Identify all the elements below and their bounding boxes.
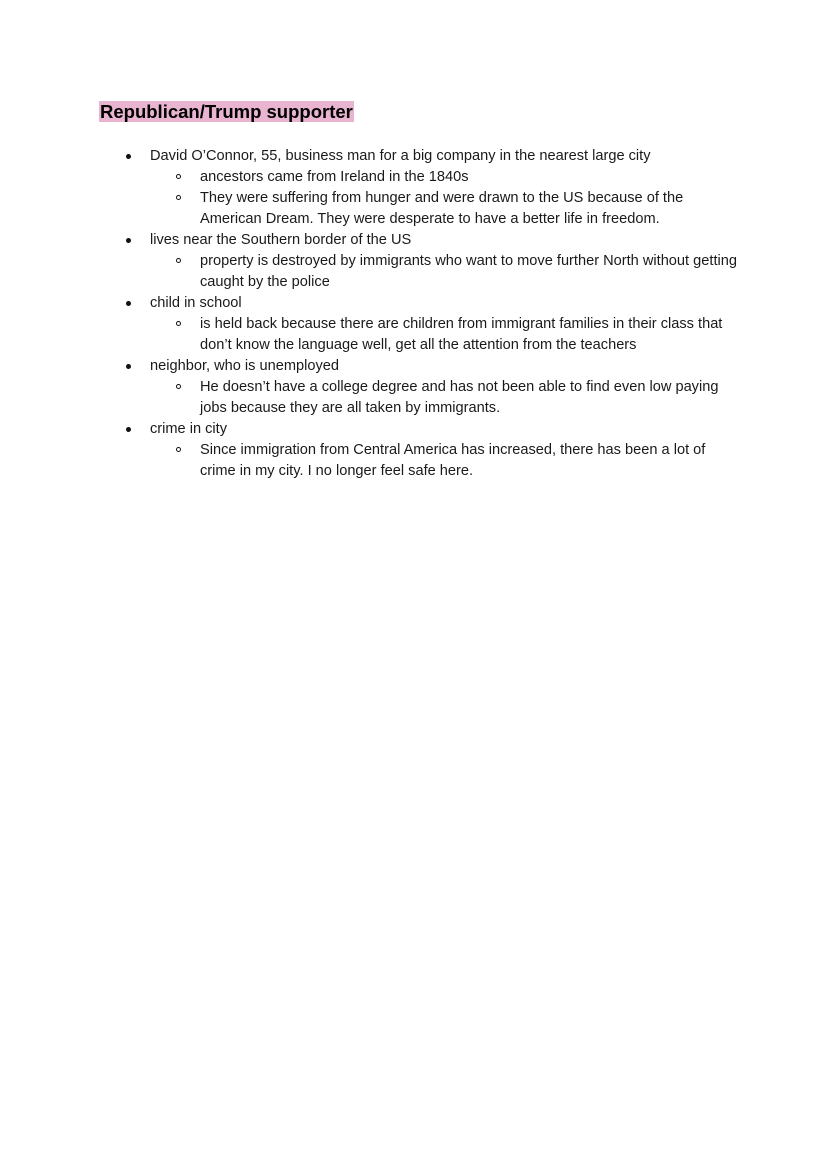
sub-list-item bbox=[150, 377, 728, 419]
sub-list-item bbox=[150, 188, 728, 230]
list-item bbox=[0, 419, 828, 482]
bullet-list bbox=[0, 146, 828, 482]
list-item bbox=[0, 356, 828, 419]
sub-list-item-text: ancestors came from Ireland in the 1840s bbox=[200, 169, 469, 185]
sub-list bbox=[150, 167, 728, 230]
list-item-text: neighbor, who is unemployed bbox=[150, 358, 340, 374]
bullet-circle-icon bbox=[176, 174, 181, 179]
bullet-dot-icon bbox=[126, 364, 131, 369]
bullet-circle-icon bbox=[176, 384, 181, 389]
title-highlight: Republican/Trump supporter bbox=[100, 101, 353, 122]
list-item-text: lives near the Southern border of the US bbox=[150, 232, 412, 248]
sub-list-item bbox=[150, 440, 728, 482]
bullet-circle-icon bbox=[176, 195, 181, 200]
sub-list-item-text: He doesn’t have a college degree and has not been able to find even low paying jobs because they are all taken by immigrants. bbox=[200, 379, 719, 416]
list-item bbox=[0, 146, 828, 230]
bullet-circle-icon bbox=[176, 258, 181, 263]
bullet-circle-icon bbox=[176, 321, 181, 326]
list-item-text: crime in city bbox=[150, 421, 228, 437]
sub-list-item bbox=[150, 314, 748, 356]
list-item-text: child in school bbox=[150, 295, 242, 311]
sub-list bbox=[150, 440, 728, 482]
sub-list-item-text: property is destroyed by immigrants who want to move further North without getting caught by the police bbox=[200, 253, 737, 290]
sub-list bbox=[150, 251, 737, 293]
bullet-dot-icon bbox=[126, 427, 131, 432]
list-item bbox=[0, 293, 828, 356]
bullet-dot-icon bbox=[126, 238, 131, 243]
document-title bbox=[99, 100, 354, 124]
bullet-circle-icon bbox=[176, 447, 181, 452]
sub-list bbox=[150, 377, 728, 419]
sub-list-item bbox=[150, 251, 748, 293]
bullet-dot-icon bbox=[126, 154, 131, 159]
sub-list-item-text: is held back because there are children from immigrant families in their class that don’t know the language well, get all the attention from the teachers bbox=[200, 316, 723, 353]
list-item-text: David O’Connor, 55, business man for a big company in the nearest large city bbox=[150, 148, 651, 164]
sub-list-item bbox=[150, 167, 728, 188]
sub-list-item-text: Since immigration from Central America has increased, there has been a lot of crime in my city. I no longer feel safe here. bbox=[200, 442, 706, 479]
sub-list bbox=[150, 314, 728, 356]
sub-list-item-text: They were suffering from hunger and were drawn to the US because of the American Dream. They were desperate to have a better life in freedom. bbox=[200, 190, 684, 227]
list-item bbox=[0, 230, 828, 293]
bullet-dot-icon bbox=[126, 301, 131, 306]
